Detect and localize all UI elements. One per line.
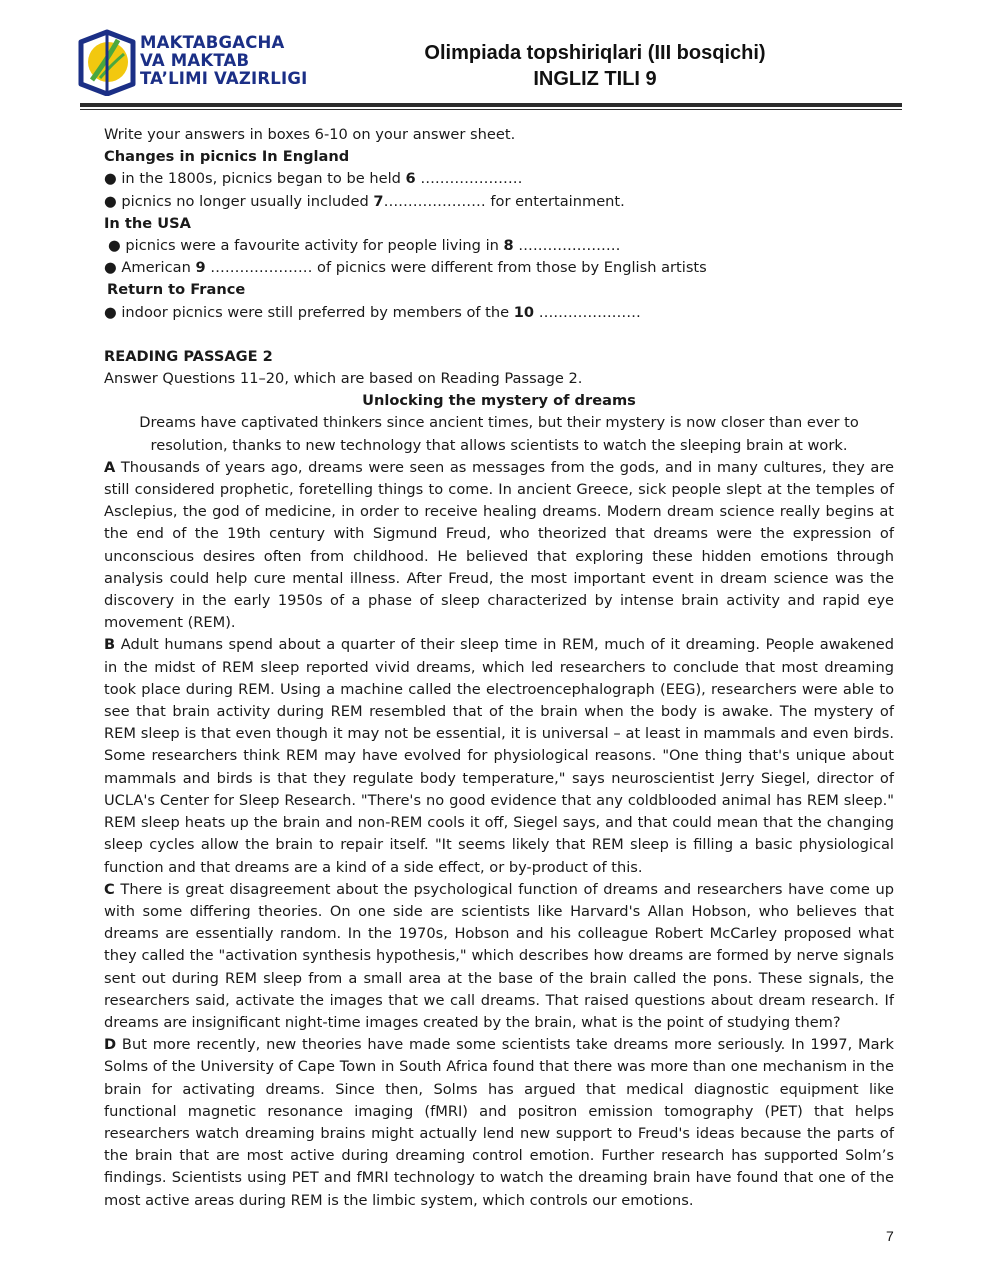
header-divider-thick bbox=[80, 103, 902, 107]
paragraph-a: A Thousands of years ago, dreams were seen as messages from the gods, and in many cultures, they are still considered prophetic, foretelling things to come. In ancient Greece, sick people slept at the temples of Asclepius, the god of medicine, in order to receive healing dreams. Modern dream science really begins at the end of the 19th century with Sigmund Freud, who theorized that dreams were the expression of unconscious desires often from childhood. He believed that exploring these hidden emotions through analysis could help cure mental illness. After Freud, the most important event in dream science was the discovery in the early 1950s of a phase of sleep characterized by intense brain activity and rapid eye movement (REM). bbox=[104, 458, 894, 632]
heading-usa: In the USA bbox=[104, 214, 191, 232]
ministry-name-line2: VA MAKTAB bbox=[140, 51, 250, 70]
ministry-name-line1: MAKTABGACHA bbox=[140, 33, 285, 52]
question-item-7: ● picnics no longer usually included 7………………… for entertainment. bbox=[104, 192, 625, 210]
paragraph-b: B Adult humans spend about a quarter of their sleep time in REM, much of it dreaming. People awakened in the midst of REM sleep reported vivid dreams, which led researchers to conclude that most dreaming took place during REM. Using a machine called the electroencephalograph (EEG), researchers were able to see that brain activity during REM resembled that of the brain when the body is awake. The mystery of REM sleep is that even though it may not be essential, it is universal – at least in mammals and even birds. Some researchers think REM may have evolved for physiological reasons. "One thing that's unique about mammals and birds is that they regulate body temperature," says neuroscientist Jerry Siegel, director of UCLA's Center for Sleep Research. "There's no good evidence that any coldblooded animal has REM sleep." REM sleep heats up the brain and non-REM cools it off, Siegel says, and that could mean that the changing sleep cycles allow the brain to repair itself. "It seems likely that REM sleep is filling a basic physiological function and that dreams are a kind of a side effect, or by-product of this. bbox=[104, 636, 894, 876]
question-item-8: ● picnics were a favourite activity for people living in 8 ………………… bbox=[108, 237, 621, 255]
document-title-line1: Olimpiada topshiriqlari (III bosqichi) bbox=[424, 42, 766, 64]
heading-england: Changes in picnics In England bbox=[104, 148, 350, 166]
ministry-name-line3: TA’LIMI VAZIRLIGI bbox=[140, 69, 308, 88]
passage-intro: Dreams have captivated thinkers since ancient times, but their mystery is now closer than ever to resolution, thanks to new technology that allows scientists to watch the sleeping brain at work. bbox=[139, 414, 859, 454]
page-header bbox=[0, 0, 999, 120]
task-instruction: Write your answers in boxes 6-10 on your answer sheet. bbox=[104, 126, 516, 143]
passage-title: Unlocking the mystery of dreams bbox=[362, 392, 636, 410]
ministry-name bbox=[140, 34, 307, 88]
page-number: 7 bbox=[886, 1228, 894, 1244]
paragraph-d: D But more recently, new theories have made some scientists take dreams more seriously. In 1997, Mark Solms of the University of Cape Town in South Africa found that there was more than one mechanism in the brain for activating dreams. Since then, Solms has argued that medical diagnostic equipment like functional magnetic resonance imaging (fMRI) and positron emission tomography (PET) that helps researchers watch dreaming brains might actually lend new support to Freud's ideas because the parts of the brain that are most active during dreaming control emotion. Further research has supported Solm’s findings. Scientists using PET and fMRI technology to watch the dreaming brain have found that one of the most active areas during REM is the limbic system, which controls our emotions. bbox=[104, 1036, 894, 1209]
paragraph-c: C There is great disagreement about the psychological function of dreams and researchers have come up with some differing theories. On one side are scientists like Harvard's Allan Hobson, who believes that dreams are essentially random. In the 1970s, Hobson and his colleague Robert McCarley proposed what they called the "activation synthesis hypothesis," which describes how dreams are formed by nerve signals sent out during REM sleep from a small area at the base of the brain called the pons. These signals, the researchers said, activate the images that we call dreams. That raised questions about dream research. If dreams are insignificant night-time images created by the brain, what is the point of studying them? bbox=[104, 880, 894, 1031]
question-item-6: ● in the 1800s, picnics began to be held 6 ………………… bbox=[104, 170, 523, 188]
question-item-9: ● American 9 ………………… of picnics were different from those by English artists bbox=[104, 259, 707, 277]
passage-heading: READING PASSAGE 2 bbox=[104, 347, 273, 365]
document-title-line2: INGLIZ TILI 9 bbox=[533, 68, 657, 90]
ministry-logo bbox=[78, 28, 136, 96]
question-item-10: ● indoor picnics were still preferred by members of the 10 ………………… bbox=[104, 303, 641, 321]
document-title bbox=[380, 40, 810, 92]
header-divider-thin bbox=[80, 109, 902, 110]
page-content bbox=[104, 124, 894, 1212]
heading-france: Return to France bbox=[107, 281, 246, 299]
passage-instruction: Answer Questions 11–20, which are based on Reading Passage 2. bbox=[104, 370, 583, 388]
